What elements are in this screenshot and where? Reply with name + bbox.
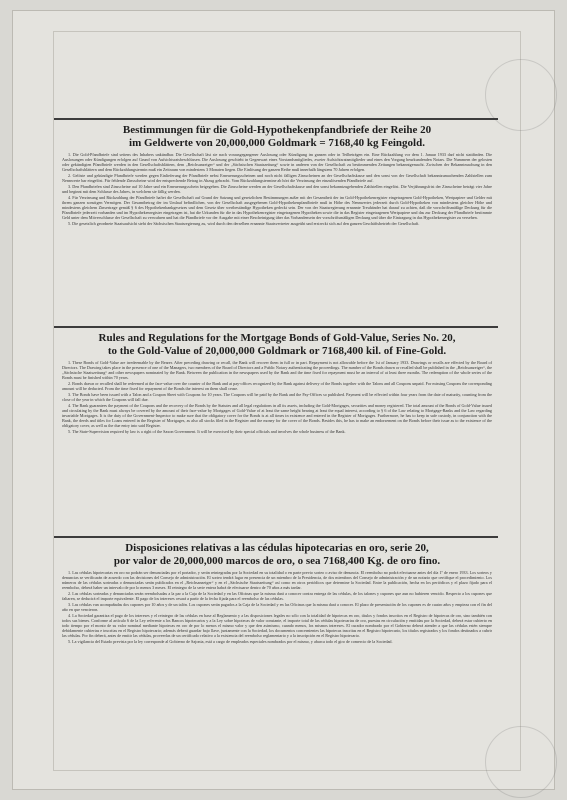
spanish-title-line2: por valor de 20,000,000 marcos de oro, o sea 7168,400 Kg. de oro fino.: [113, 554, 441, 567]
english-paragraph: 4. The Bank guarantees the payment of the Coupons and the recovery of the Bonds by the Statutes and all legal regulations in all its assets, including the Gold-Mortgages, securities and money registered. The total amount of the Bonds of Gold-Value issued and circulating by the Bank must always be covered by the amount of their face-value by Mortgages of Gold-Value of at least the same height bearing at least the equal interest, according to § 6 of the Law relating to Mortgage-Banks and the Law regarding invariable Mortgages. It is the duty of the Government-Inspector to make sure that the obligatory cover for the Bonds is at all times in existence and entered in the Register of Mortgages. Furthermore, he has to keep in safe custody, in conjunction with the Bank, the deeds and titles for Loans entered in the Register of Mortgages, as also all stocks filed in the Register and the money for the cover of the Bonds. Besides this, he has to make an endorsement on the Bonds before their issue as to the existence of the obligatory cover, as well as the due entry into said Register.: [62, 402, 492, 429]
english-title-line1: Rules and Regulations for the Mortgage Bonds of Gold-Value, Series No. 20,: [98, 332, 456, 344]
spanish-title-line1: Disposiciones relativas a las cédulas hipotecarias en oro, serie 20,: [125, 542, 429, 554]
spanish-paragraph: 2. Las cédulas sorteadas y denunciadas serán reembolsadas a la par a la Caja de la Sociedad y en las Oficinas que la misma dará a conocer contra entrega de las cédulas, de los talones y cupones que aun no hubieren vencido. Respecto a los cupones que faltaren, se deducirá el importe equivalente. El pago de los intereses cesará a partir de la fecha fijada para el reembolso de las cédulas.: [62, 591, 492, 602]
english-title-line2: to the Gold-Value of 20,000,000 Goldmark or 7168,400 kil. of Fine-Gold.: [107, 344, 447, 357]
divider-middle: [54, 326, 498, 328]
spanish-paragraph: 1. Las cédulas hipotecarias en oro no podrán ser denunciadas por el portador, y serán reintegradas por la Sociedad en su totalidad o en parte previo sorteo o aviso de denuncia. El reembolso no podrá efectuarse antes del día 1º de enero 1933. Los sorteos y denuncias se verificarán de acuerdo con las decisiones del Consejo de administración. El sorteo tendrá lugar en presencia de un miembro de la Presidencia, de dos miembros del Consejo de administración y de un notario que certifique el procedimiento. Los números de las cédulas sorteadas o denunciadas serán publicados en el „Reichsanzeiger“ y en el „Sächsische Staatszeitung“ así como en otros periódicos que determine la Sociedad. Entre la publicación, hecha en los periódicos y el plazo fijado para el reembolso, deberá haber un intervalo de por lo menos 3 meses. El reintegro de la serie entera habrá de efectuarse dentro de 70 años a más tardar.: [62, 570, 492, 591]
german-section: [62, 124, 492, 227]
spanish-paragraph: 3. Las cédulas van acompañadas dos cupones por 10 años y de un talón. Los cupones serán pagados a la Caja de la Sociedad y en las Oficinas que la misma dará a conocer. El plazo de presentación de los cupones es de cuatro años y empieza con el fin del año en que vencieron.: [62, 601, 492, 613]
spanish-paragraph: 5. La vigilancia del Estado prevista por la ley corresponde al Gobierno de Sajonia, está a cargo de empleados especiales nombrados por el mismo, y abarca todo el giro de comercio de la Sociedad.: [68, 639, 393, 645]
english-paragraph: 2. Bonds drawn or recalled shall be redeemed at the face-value over the counter of the Bank and at pay-offices recognized by the Bank against delivery of the Bonds together with the Talons and all Coupons unpaid. For missing Coupons the corresponding amount will be deducted. From the time fixed for repayment of the Bonds the interest on them shall cease.: [62, 381, 492, 392]
spanish-body: [62, 570, 492, 645]
german-paragraph: 2. Gelöste und gekündigte Pfandbriefe werden gegen Einlieferung der Pfandbriefe nebst Erneuerungsscheinen und noch nicht fälligen Zinsscheinen an der Gesellschaftskasse und den sonst von der Gesellschaft bekanntzumachenden Zahlstellen zum Nennwerte bar eingelöst. Für fehlende Zinsscheine wird der entsprechende Betrag in Abzug gebracht. Vom Rückzahlungstermine ab hört die Verzinsung der einzulösenden Pfandbriefe auf.: [62, 173, 492, 184]
german-title-line1: Bestimmungen für die Gold-Hypothekenpfandbriefe der Reihe 20: [122, 124, 432, 136]
german-title-line2: im Geldwerte von 20,000,000 Goldmark = 7168,40 kg Feingold.: [129, 136, 425, 149]
english-paragraph: 5. The State-Supervision required by law is a right of the Saxon Government. It will be exercised by their special officials and involves the whole business of the Bank.: [68, 429, 346, 435]
english-section: [62, 332, 492, 435]
watermark-ornament: [485, 59, 557, 131]
german-paragraph: 4. Für Verzinsung und Rückzahlung der Pfandbriefe haftet die Gesellschaft auf Grund der Satzung und gesetzlichen Bestimmungen außer mit der Gesamtheit der im Gold-Hypothekenregister eingetragenen Gold-Hypotheken, Wertpapiere und Gelder mit ihrem ganzen sonstigen Vermögen. Der Gesamtbetrag der im Umlauf befindlichen, von der Gesellschaft ausgegebenen Gold-Hypothekenpfandbriefe muß in Höhe des Nennwertes jederzeit durch Gold-Hypotheken von mindestens gleicher Höhe und mindestens gleichem Zinsertrage gemäß § 6 des Hypothekenbankgesetzes und dem Gesetz über wertbeständige Hypotheken gedeckt sein. Der von der Staatsregierung ernannte Treuhänder hat darauf zu achten, daß die vorschriftsmäßige Deckung für die Pfandbriefe jederzeit vorhanden und im Hypothekenregister eingetragen ist, hat die Urkunden für die in das Hypothekenregister eingetragenen Hypotheken sowie die in das Register eingetragenen Wertpapiere und das zur Deckung der Pfandbriefe bestimmte Geld unter dem Mitverschlusse der Gesellschaft zu verwahren und hat die Pfandbriefe vor der Ausgabe mit einer Bescheinigung über das Vorhandensein der vorschriftsmäßigen Deckung und über die Eintragung in das Hypothekenregister zu versehen.: [62, 194, 492, 221]
english-paragraph: 3. The Bonds have been issued with a Talon and a Coupon Sheet with Coupons for 10 years. The Coupons will be paid by the Bank and the Pay-Offices so published. Payment will be effected within four years from the date of maturity, counting from the close of the year in which the Coupons will fall due.: [62, 391, 492, 403]
english-paragraph: 1. These Bonds of Gold-Value are irredeemable by the Bearer. After preceding drawing or recall, the Bank will recover them in full or in part. Repayment is not allowable before the 1st of January 1933. Drawings or recalls are effected by the Board of Directors. The Drawing takes place in the presence of one of the Managers, two members of the Board of Directors and a Public Notary authenticating the proceedings. The number of the Bonds drawn or recalled shall be published in the „Reichsanzeiger“, the „Sächsische Staatszeitung“ and other newspapers nominated by the Bank. Between the publication in the newspapers used by the Bank and the time fixed for repayment must be an interval of at least three months. The redemption of the whole series of the Bonds must be finished within 70 years.: [62, 360, 492, 381]
german-paragraph: 3. Den Pfandbriefen sind Zinsscheine auf 10 Jahre und ein Erneuerungsschein beigegeben. Die Zinsscheine werden an der Gesellschaftskasse und den sonst bekanntzugebenden Zahlstellen eingelöst. Die Verjährungsfrist der Zinsscheine beträgt vier Jahre und beginnt mit dem Schlusse des Jahres, in welchem sie fällig werden.: [62, 183, 492, 195]
german-paragraph: 1. Die Gold-Pfandbriefe sind seitens des Inhabers unkündbar. Die Gesellschaft läst sie nach vorausgegangener Auslosung oder Kündigung im ganzen oder in Teilbeträgen ein. Eine Rückzahlung vor dem 1. Januar 1933 darf nicht stattfinden. Die Auslosungen oder Kündigungen erfolgen auf Grund von Aufsichtsratsbeschlüssen. Die Auslosung geschieht in Gegenwart eines Vorstandsmitgliedes, zweier Aufsichtsratsmitglieder und eines den Vorgang beurkundenden Notars. Die Nummern der gelosten oder gekündigten Pfandbriefe werden in den Gesellschaftsblättern, dem „Reichsanzeiger“ und der „Sächsischen Staatszeitung“ sowie in anderen von der Gesellschaft zu bestimmenden Zeitungen bekanntgemacht. Zwischen der Bekanntmachung in den Gesellschaftsblättern und dem Rückzahlungstermin muß ein Zeitraum von mindestens 3 Monaten liegen. Die Einlösung der ganzen Reihe muß innerhalb längstens 70 Jahren erfolgen.: [62, 152, 492, 173]
spanish-paragraph: 4. La Sociedad garantiza el pago de los intereses y el reintegro de las cédulas en base al Reglamento y a las disposiciones legales no sólo con la totalidad de hipotecas en oro, títulos y fondos inscritos en el Registro de hipotecas de oro, sino también con todos sus bienes. Conforme al artículo 6 de la Ley referente a los Bancos hipotecarios y a la Ley sobre hipotecas de valor constante, el importe total de las cédulas hipotecarias de oro, puestas en circulación y emitidas por la Sociedad, deberá estar cubierto en todo tiempo por el monto de su valor nominal mediante hipotecas en oro de por lo menos el mismo valor y que den asimismo, cuando menos, los mismos intereses. El curador nombrado por el Gobierno deberá atender a que las cédulas estén siempre debidamente cubiertas e inscritas en el Registro hipotecario; además deberá guardar bajo llave, juntamente con la Sociedad, los documentos concernientes las hipotecas inscritas en el Registro hipotecario, los títulos registrados y los fondos destinados a cubrir las cédulas. Por fin deberá, antes de emitir las cédulas, proveerlas de un certificado relativo a la existencia del reembolso reglamentario y a la inscripción en el Registro hipotecario.: [62, 612, 492, 639]
english-body: [62, 360, 492, 435]
divider-bottom: [54, 536, 498, 538]
watermark-ornament: [485, 726, 557, 798]
german-body: [62, 152, 492, 227]
spanish-section: [62, 542, 492, 645]
divider-top: [54, 118, 498, 120]
german-paragraph: 5. Die gesetzlich geordnete Staatsaufsicht steht der Sächsischen Staatsregierung zu, wird durch den derselben ernannte Staatsvertreter ausgeübt und erstreckt sich auf den ganzen Geschäftsbetrieb der Gesellschaft.: [68, 221, 420, 227]
